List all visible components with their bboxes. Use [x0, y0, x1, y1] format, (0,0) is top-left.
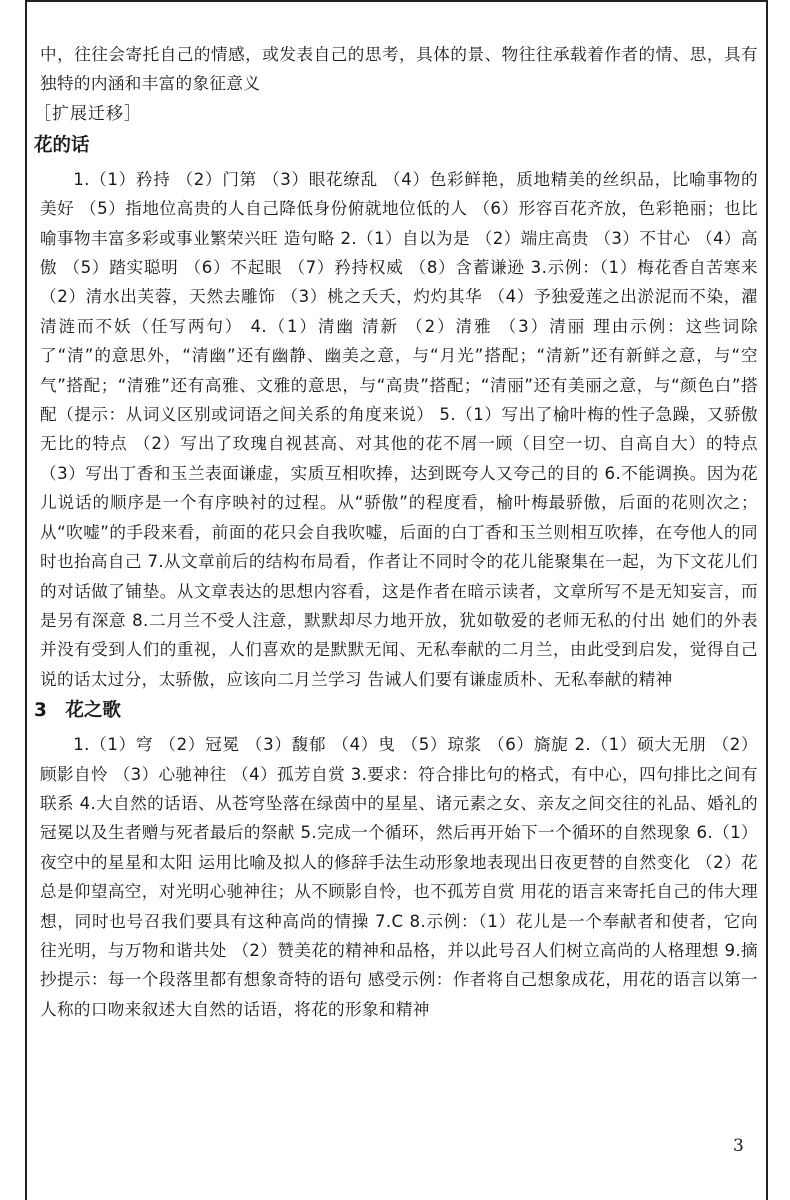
page-border-right: [766, 0, 768, 1200]
section-body-flower-song: 1.（1）穹 （2）冠冕 （3）馥郁 （4）曳 （5）琼浆 （6）旖旎 2.（1）硕大无朋 （2）顾影自怜 （3）心驰神往 （4）孤芳自赏 3.要求：符合排比句的格式，有中心，四句排比之间有联系 4.大自然的话语、从苍穹坠落在绿茵中的星星、诸元素之女、亲友之间交往的礼品、婚礼的冠冕以及生者赠与死者最后的祭献 5.完成一个循环，然后再开始下一个循环的自然现象 6.（1）夜空中的星星和太阳 运用比喻及拟人的修辞手法生动形象地表现出日夜更替的自然变化 （2）花总是仰望高空，对光明心驰神往；从不顾影自怜，也不孤芳自赏 用花的语言来寄托自己的伟大理想，同时也号召我们要具有这种高尚的情操 7.C 8.示例：（1）花儿是一个奉献者和使者，它向往光明，与万物和谐共处 （2）赞美花的精神和品格，并以此号召人们树立高尚的人格理想 9.摘抄提示：每一个段落里都有想象奇特的语句 感受示例：作者将自己想象成花，用花的语言以第一人称的口吻来叙述大自然的话语，将花的形象和精神: [40, 735, 758, 1019]
section-body-flower-words: 1.（1）矜持 （2）门第 （3）眼花缭乱 （4）色彩鲜艳，质地精美的丝织品，比喻事物的美好 （5）指地位高贵的人自己降低身份俯就地位低的人 （6）形容百花齐放，色彩艳丽；也比喻事物丰富多彩或事业繁荣兴旺 造句略 2.（1）自以为是 （2）端庄高贵 （3）不甘心 （4）高傲 （5）踏实聪明 （6）不起眼 （7）矜持权威 （8）含蓄谦逊 3.示例：（1）梅花香自苦寒来 （2）清水出芙蓉，天然去雕饰 （3）桃之夭夭，灼灼其华 （4）予独爱莲之出淤泥而不染，濯清涟而不妖（任写两句） 4.（1）清幽 清新 （2）清雅 （3）清丽 理由示例：这些词除了“清”的意思外，“清幽”还有幽静、幽美之意，与“月光”搭配；“清新”还有新鲜之意，与“空气”搭配；“清雅”还有高雅、文雅的意思，与“高贵”搭配；“清丽”还有美丽之意，与“颜色白”搭配（提示：从词义区别或词语之间关系的角度来说） 5.（1）写出了榆叶梅的性子急躁，又骄傲无比的特点 （2）写出了玫瑰自视甚高、对其他的花不屑一顾（目空一切、自高自大）的特点 （3）写出丁香和玉兰表面谦虚，实质互相吹捧，达到既夸人又夸己的目的 6.不能调换。因为花儿说话的顺序是一个有序映衬的过程。从“骄傲”的程度看，榆叶梅最骄傲，后面的花则次之；从“吹嘘”的手段来看，前面的花只会自我吹嘘，后面的白丁香和玉兰则相互吹捧，在夸他人的同时也抬高自己 7.从文章前后的结构布局看，作者让不同时令的花儿能聚集在一起，为下文花儿们的对话做了铺垫。从文章表达的思想内容看，这是作者在暗示读者，文章所写不是无知妄言，而是另有深意 8.二月兰不受人注意，默默却尽力地开放，犹如敬爱的老师无私的付出 她们的外表并没有受到人们的重视，人们喜欢的是默默无闻、无私奉献的二月兰，由此受到启发，觉得自己说的话太过分，太骄傲，应该向二月兰学习 告诫人们要有谦虚质朴、无私奉献的精神: [40, 169, 758, 689]
page-border-top: [25, 0, 768, 2]
page-number: 3: [733, 1136, 744, 1156]
section-title-flower-words: 花的话: [34, 134, 90, 156]
page-border-left: [25, 0, 27, 1200]
intro-paragraph: 中，往往会寄托自己的情感，或发表自己的思考，具体的景、物往往承载着作者的情、思，具有独特的内涵和丰富的象征意义: [40, 45, 758, 94]
page-content: [34, 40, 758, 1024]
section-title-flower-song: 3 花之歌: [34, 700, 121, 722]
extension-heading: ［扩展迁移］: [34, 103, 142, 124]
